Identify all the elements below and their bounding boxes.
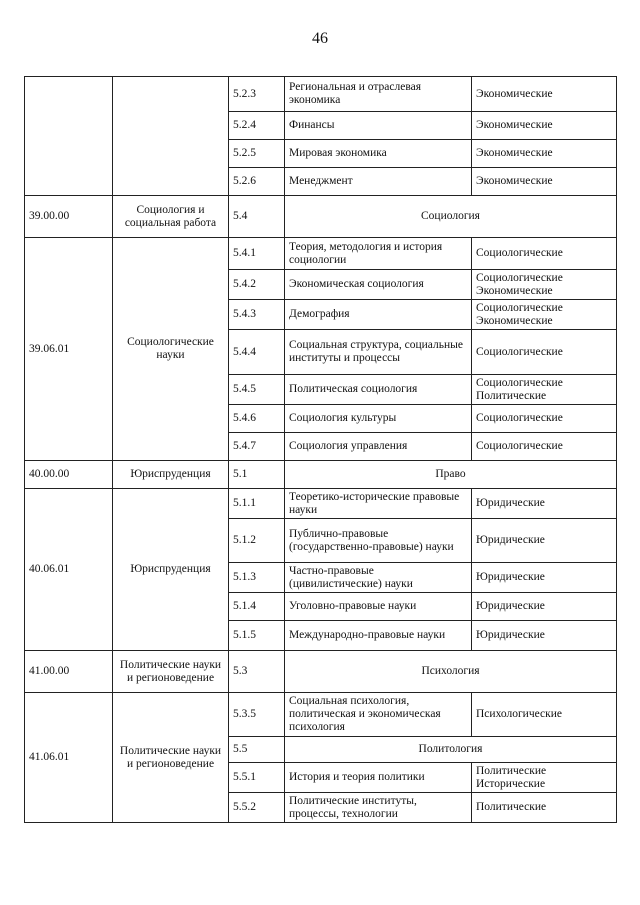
specialty-name-cell: Частно-правовые (цивилистические) науки bbox=[285, 563, 472, 593]
specialty-number-cell: 5.5.1 bbox=[229, 763, 285, 793]
direction-name-cell: Социологические науки bbox=[113, 238, 229, 461]
table-row bbox=[25, 196, 617, 238]
science-branch-cell: Юридические bbox=[472, 519, 617, 563]
section-title-cell: Социология bbox=[285, 196, 617, 238]
specialty-number-cell: 5.2.3 bbox=[229, 77, 285, 112]
section-title-cell: Право bbox=[285, 461, 617, 489]
specialties-table bbox=[24, 76, 617, 823]
direction-name-cell: Юриспруденция bbox=[113, 489, 229, 651]
specialty-number-cell: 5.1.5 bbox=[229, 621, 285, 651]
specialty-number-cell: 5.1.3 bbox=[229, 563, 285, 593]
specialty-name-cell: Социология культуры bbox=[285, 405, 472, 433]
specialty-number-cell: 5.3.5 bbox=[229, 693, 285, 737]
science-branch-cell: Социологические Экономические bbox=[472, 300, 617, 330]
specialty-number-cell: 5.4.3 bbox=[229, 300, 285, 330]
specialty-number-cell: 5.2.6 bbox=[229, 168, 285, 196]
direction-name-cell: Социология и социальная работа bbox=[113, 196, 229, 238]
specialty-name-cell: Политическая социология bbox=[285, 375, 472, 405]
specialty-name-cell: Теория, методология и история социологии bbox=[285, 238, 472, 270]
specialty-name-cell: Публично-правовые (государственно-правовые) науки bbox=[285, 519, 472, 563]
direction-name-cell: Политические науки и регионоведение bbox=[113, 693, 229, 823]
science-branch-cell: Экономические bbox=[472, 140, 617, 168]
specialty-name-cell: Уголовно-правовые науки bbox=[285, 593, 472, 621]
direction-name-cell: Юриспруденция bbox=[113, 461, 229, 489]
specialty-number-cell: 5.1.4 bbox=[229, 593, 285, 621]
specialty-name-cell: Теоретико-исторические правовые науки bbox=[285, 489, 472, 519]
specialty-number-cell: 5.5.2 bbox=[229, 793, 285, 823]
specialty-number-cell: 5.2.5 bbox=[229, 140, 285, 168]
science-branch-cell: Политические bbox=[472, 793, 617, 823]
specialty-number-cell: 5.4.7 bbox=[229, 433, 285, 461]
table-row bbox=[25, 489, 617, 519]
table-row bbox=[25, 77, 617, 112]
science-branch-cell: Социологические Экономические bbox=[472, 270, 617, 300]
table-row bbox=[25, 693, 617, 737]
science-branch-cell: Экономические bbox=[472, 77, 617, 112]
specialty-name-cell: Социальная структура, социальные институты и процессы bbox=[285, 330, 472, 375]
specialty-number-cell: 5.4.4 bbox=[229, 330, 285, 375]
code-cell: 39.06.01 bbox=[25, 238, 113, 461]
specialty-number-cell: 5.1.2 bbox=[229, 519, 285, 563]
science-branch-cell: Экономические bbox=[472, 112, 617, 140]
specialty-name-cell: Менеджмент bbox=[285, 168, 472, 196]
specialty-name-cell: Международно-правовые науки bbox=[285, 621, 472, 651]
specialty-number-cell: 5.1 bbox=[229, 461, 285, 489]
science-branch-cell: Социологические bbox=[472, 238, 617, 270]
science-branch-cell: Социологические Политические bbox=[472, 375, 617, 405]
specialty-number-cell: 5.2.4 bbox=[229, 112, 285, 140]
specialty-name-cell: Региональная и отраслевая экономика bbox=[285, 77, 472, 112]
specialty-name-cell: Демография bbox=[285, 300, 472, 330]
section-title-cell: Политология bbox=[285, 737, 617, 763]
code-cell: 40.00.00 bbox=[25, 461, 113, 489]
code-cell: 40.06.01 bbox=[25, 489, 113, 651]
science-branch-cell: Политические Исторические bbox=[472, 763, 617, 793]
specialty-number-cell: 5.4.2 bbox=[229, 270, 285, 300]
specialty-name-cell: Социология управления bbox=[285, 433, 472, 461]
specialty-name-cell: Мировая экономика bbox=[285, 140, 472, 168]
table-row bbox=[25, 461, 617, 489]
specialty-name-cell: Социальная психология, политическая и экономическая психология bbox=[285, 693, 472, 737]
specialty-number-cell: 5.4.5 bbox=[229, 375, 285, 405]
science-branch-cell: Социологические bbox=[472, 330, 617, 375]
specialty-name-cell: Финансы bbox=[285, 112, 472, 140]
specialty-number-cell: 5.5 bbox=[229, 737, 285, 763]
code-cell: 41.00.00 bbox=[25, 651, 113, 693]
specialty-number-cell: 5.3 bbox=[229, 651, 285, 693]
code-cell: 41.06.01 bbox=[25, 693, 113, 823]
direction-name-cell: Политические науки и регионоведение bbox=[113, 651, 229, 693]
science-branch-cell: Психологические bbox=[472, 693, 617, 737]
table-row bbox=[25, 651, 617, 693]
section-title-cell: Психология bbox=[285, 651, 617, 693]
science-branch-cell: Социологические bbox=[472, 405, 617, 433]
page-number: 46 bbox=[312, 30, 328, 47]
table-row bbox=[25, 238, 617, 270]
specialty-number-cell: 5.4.6 bbox=[229, 405, 285, 433]
science-branch-cell: Юридические bbox=[472, 489, 617, 519]
specialty-name-cell: Экономическая социология bbox=[285, 270, 472, 300]
specialty-number-cell: 5.1.1 bbox=[229, 489, 285, 519]
specialty-name-cell: История и теория политики bbox=[285, 763, 472, 793]
science-branch-cell: Юридические bbox=[472, 621, 617, 651]
code-cell bbox=[25, 77, 113, 196]
science-branch-cell: Юридические bbox=[472, 593, 617, 621]
specialty-number-cell: 5.4 bbox=[229, 196, 285, 238]
science-branch-cell: Социологические bbox=[472, 433, 617, 461]
specialty-number-cell: 5.4.1 bbox=[229, 238, 285, 270]
specialty-name-cell: Политические институты, процессы, технологии bbox=[285, 793, 472, 823]
science-branch-cell: Экономические bbox=[472, 168, 617, 196]
direction-name-cell bbox=[113, 77, 229, 196]
code-cell: 39.00.00 bbox=[25, 196, 113, 238]
science-branch-cell: Юридические bbox=[472, 563, 617, 593]
